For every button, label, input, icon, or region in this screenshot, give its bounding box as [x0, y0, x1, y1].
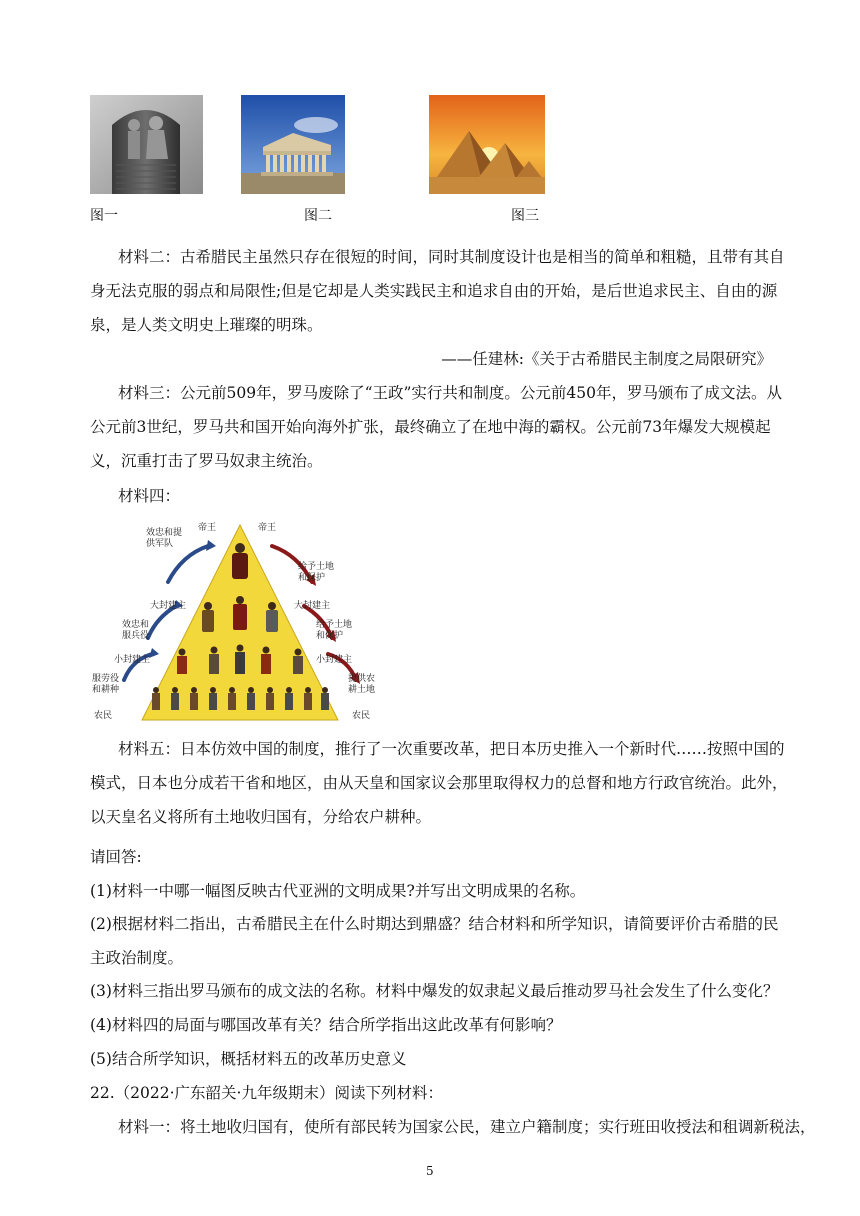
- pyramid-left-label-3: 服劳役和耕种: [92, 674, 120, 695]
- figure-2-caption: 图二: [304, 208, 332, 224]
- question-3: (3)材料三指出罗马颁布的成文法的名称。材料中爆发的奴隶起义最后推动罗马社会发生了什么变化？: [90, 982, 779, 1000]
- question-22-material-1: 材料一：将土地收归国有，使所有部民转为国家公民，建立户籍制度；实行班田收授法和租调新税法，: [118, 1118, 816, 1136]
- pyramid-right-level-1: 帝王: [258, 523, 277, 533]
- pyramid-right-label-1: 给予土地和保护: [298, 562, 335, 583]
- pyramid-right-level-2: 大封建主: [294, 601, 331, 611]
- material-5-text: 材料五：日本仿效中国的制度，推行了一次重要改革，把日本历史推入一个新时代……按照中国的模式，日本也分成若干省和地区，由从天皇和国家议会那里取得权力的总督和地方行政官统治。此外，以天皇名义将所有土地收归国有，分给农户耕种。: [90, 740, 788, 826]
- hammurabi-stele-image: [90, 95, 203, 194]
- question-22-header: 22.（2022·广东韶关·九年级期末）阅读下列材料：: [90, 1084, 443, 1102]
- pyramids-image: [429, 95, 545, 194]
- pyramid-right-label-3: 提供农耕土地: [348, 674, 376, 695]
- pyramid-left-level-3: 小封建主: [114, 655, 151, 665]
- material-2-text: 材料二：古希腊民主虽然只存在很短的时间，同时其制度设计也是相当的简单和粗糙，且带有其自身无法克服的弱点和局限性;但是它却是人类实践民主和追求自由的开始，是后世追求民主、自由的源泉，是人类文明史上璀璨的明珠。: [90, 248, 785, 334]
- pyramid-right-level-3: 小封建主: [316, 655, 353, 665]
- pyramid-left-level-4: 农民: [94, 711, 113, 721]
- feudal-pyramid-diagram: [90, 520, 390, 725]
- pyramid-left-label-2: 效忠和服兵役: [122, 620, 150, 641]
- page-number: 5: [426, 1164, 434, 1178]
- question-4: (4)材料四的局面与哪国改革有关？结合所学指出这此改革有何影响？: [90, 1016, 562, 1034]
- material-3-text: 材料三：公元前509年，罗马废除了“王政”实行共和制度。公元前450年，罗马颁布了成文法。从公元前3世纪，罗马共和国开始向海外扩张，最终确立了在地中海的霸权。公元前73年爆发大规模起义，沉重打击了罗马奴隶主统治。: [90, 384, 783, 470]
- figure-3-caption: 图三: [511, 208, 539, 224]
- parthenon-image: [241, 95, 345, 194]
- pyramid-right-level-4: 农民: [352, 711, 371, 721]
- answer-prompt: 请回答:: [90, 848, 142, 866]
- pyramid-right-label-2: 给予土地和保护: [316, 620, 353, 641]
- question-1: (1)材料一中哪一幅图反映古代亚洲的文明成果?并写出文明成果的名称。: [90, 882, 586, 900]
- pyramid-left-label-1: 效忠和提供军队: [146, 528, 183, 549]
- figure-1-caption: 图一: [90, 208, 118, 224]
- question-5: (5)结合所学知识，概括材料五的改革历史意义: [90, 1050, 407, 1068]
- material-2-source: ——任建林:《关于古希腊民主制度之局限研究》: [441, 350, 772, 368]
- material-4-label: 材料四：: [118, 487, 181, 505]
- pyramid-left-level-2: 大封建主: [150, 601, 187, 611]
- question-2: (2)根据材料二指出，古希腊民主在什么时期达到鼎盛？结合材料和所学知识，请简要评价古希腊的民主政治制度。: [90, 915, 779, 967]
- pyramid-left-level-1: 帝王: [198, 523, 217, 533]
